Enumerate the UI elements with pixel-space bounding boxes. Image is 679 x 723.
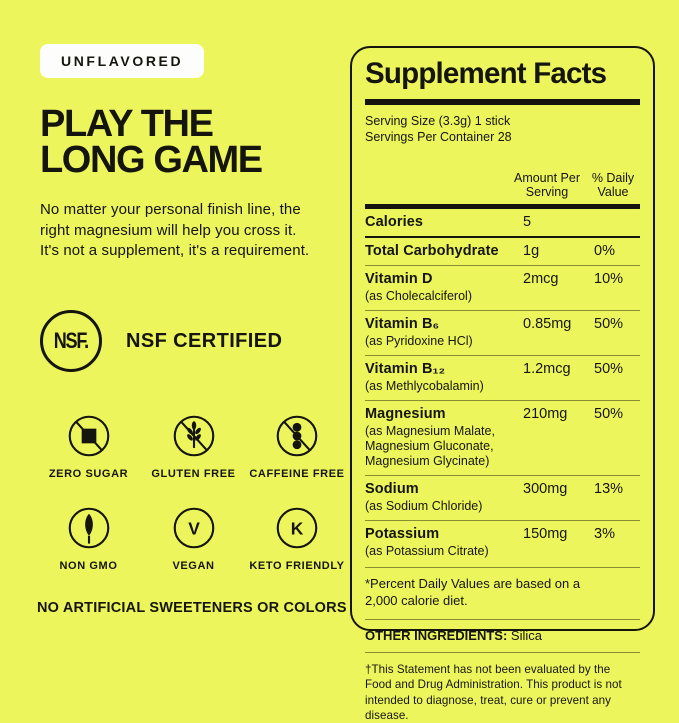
vegan-icon — [172, 506, 216, 550]
feature-keto-friendly — [242, 506, 352, 572]
nsf-logo-text: NSF. — [53, 328, 89, 353]
supplement-facts-title: Supplement Facts — [365, 57, 607, 90]
nutrient-name: Vitamin D — [365, 270, 433, 287]
non-gmo-icon — [67, 506, 111, 550]
nutrient-dv: 10% — [594, 270, 624, 287]
nsf-logo-icon — [40, 310, 102, 372]
feature-label: KETO FRIENDLY — [249, 560, 345, 572]
feature-non-gmo — [32, 506, 145, 572]
nutrient-dv: 3% — [594, 525, 615, 542]
other-ingredients — [365, 619, 640, 652]
feature-caffeine-free — [242, 414, 352, 480]
feature-label: ZERO SUGAR — [48, 468, 129, 480]
nutrient-amount: 1g — [523, 242, 540, 259]
servings-per-container: Servings Per Container 28 — [365, 130, 512, 145]
nutrient-dv: 50% — [594, 405, 624, 422]
nutrient-name: Vitamin B₁₂ — [365, 360, 446, 377]
nutrient-name: Sodium — [365, 480, 419, 497]
gluten-free-icon — [172, 414, 216, 458]
feature-badges-grid — [32, 414, 352, 572]
nutrient-row-vitamin-b12 — [365, 355, 640, 400]
keto-friendly-icon — [275, 506, 319, 550]
nutrient-amount: 5 — [523, 213, 532, 230]
nutrient-name: Potassium — [365, 525, 440, 542]
nutrient-row-sodium — [365, 475, 640, 520]
nutrient-dv: 0% — [594, 242, 615, 259]
marketing-paragraph: No matter your personal finish line, the right magnesium will help you cross it. It's not a supplement, it's a requirement. — [40, 201, 310, 260]
daily-value-footnote — [365, 567, 640, 617]
daily-value-footnote-text: *Percent Daily Values are based on a 2,000 calorie diet. — [365, 575, 581, 608]
nutrient-name: Total Carbohydrate — [365, 242, 499, 259]
nutrient-name: Calories — [365, 213, 424, 230]
nutrient-dv — [594, 214, 640, 230]
nutrient-detail: (as Methlycobalamin) — [365, 378, 484, 393]
nutrient-amount: 0.85mg — [523, 315, 572, 332]
flavor-badge: UNFLAVORED — [40, 44, 204, 78]
nutrient-row-potassium — [365, 520, 640, 565]
nutrient-detail: (as Pyridoxine HCl) — [365, 333, 473, 348]
headline-line-2: LONG GAME — [40, 139, 262, 182]
feature-label: VEGAN — [172, 560, 215, 572]
nutrient-row-vitamin-d — [365, 265, 640, 310]
nutrient-dv: 50% — [594, 315, 624, 332]
other-ingredients-label: OTHER INGREDIENTS: — [365, 627, 508, 643]
nutrient-detail: (as Cholecalciferol) — [365, 288, 472, 303]
amount-per-serving-header: Amount Per Serving — [513, 170, 580, 200]
feature-label: CAFFEINE FREE — [249, 468, 345, 480]
no-artificial-note: NO ARTIFICIAL SWEETENERS OR COLORS — [37, 600, 347, 616]
nutrient-detail: (as Sodium Chloride) — [365, 498, 483, 513]
nutrient-row-total-carbohydrate — [365, 236, 640, 265]
headline — [40, 103, 262, 182]
headline-line-1: PLAY THE — [40, 103, 213, 145]
nutrient-row-calories — [365, 209, 640, 236]
column-headers — [365, 171, 640, 200]
feature-label: GLUTEN FREE — [151, 468, 236, 480]
feature-label: NON GMO — [59, 560, 118, 572]
nutrient-detail: (as Magnesium Malate, Magnesium Gluconate, Magnesium Glycinate) — [365, 423, 495, 468]
nsf-certified-row — [40, 310, 282, 372]
nutrient-amount: 210mg — [523, 405, 568, 422]
nutrient-amount: 1.2mcg — [523, 360, 571, 377]
nutrient-dv: 13% — [594, 480, 624, 497]
caffeine-free-icon — [275, 414, 319, 458]
supplement-facts-panel — [350, 46, 655, 722]
nutrient-amount: 300mg — [523, 480, 568, 497]
nsf-certified-label: NSF CERTIFIED — [126, 329, 283, 352]
daily-value-header: % Daily Value — [591, 170, 635, 200]
nutrient-name: Vitamin B₆ — [365, 315, 440, 332]
vegan-letter: V — [187, 518, 200, 539]
other-ingredients-value: Silica — [507, 627, 542, 643]
fda-disclaimer: †This Statement has not been evaluated by the Food and Drug Administration. This product is not intended to diagnose, treat, cure or prevent any disease. — [365, 652, 640, 722]
serving-info — [365, 113, 640, 146]
nutrient-amount: 150mg — [523, 525, 568, 542]
left-column — [37, 44, 347, 616]
nutrient-row-vitamin-b6 — [365, 310, 640, 355]
nutrient-dv: 50% — [594, 360, 624, 377]
nutrient-amount: 2mcg — [523, 270, 559, 287]
serving-size: Serving Size (3.3g) 1 stick — [365, 113, 511, 128]
nutrient-detail: (as Potassium Citrate) — [365, 543, 489, 558]
feature-zero-sugar — [32, 414, 145, 480]
nutrient-row-magnesium — [365, 400, 640, 475]
zero-sugar-icon — [67, 414, 111, 458]
keto-letter: K — [290, 518, 304, 539]
feature-gluten-free — [145, 414, 242, 480]
feature-vegan — [145, 506, 242, 572]
divider-bar-heavy — [365, 99, 640, 105]
nutrient-name: Magnesium — [365, 405, 446, 422]
